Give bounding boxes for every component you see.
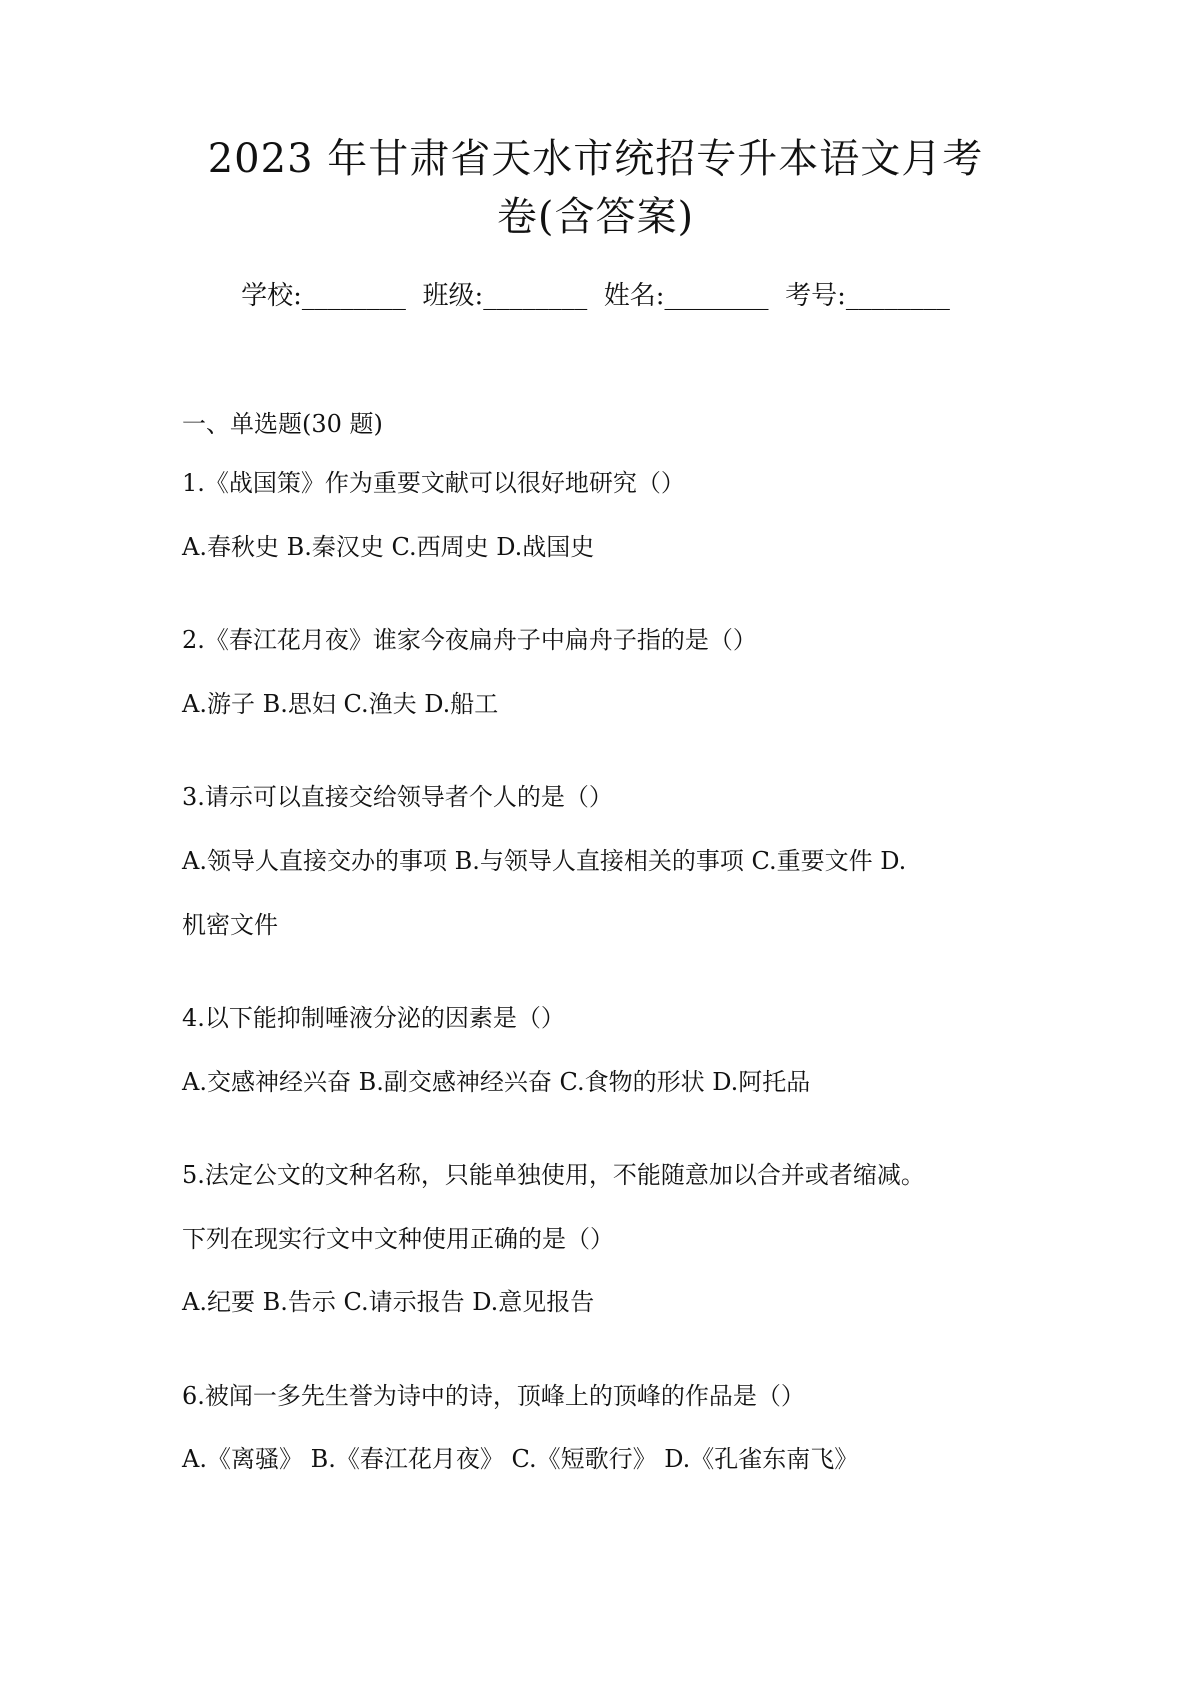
school-field: 学校:________: [241, 281, 406, 311]
question-2-stem: 2.《春江花月夜》谁家今夜扁舟子中扁舟子指的是（）: [182, 626, 757, 654]
question-3-stem: 3.请示可以直接交给领导者个人的是（）: [182, 783, 613, 811]
exam-number-field: 考号:________: [785, 281, 950, 311]
question-4-options: A.交感神经兴奋 B.副交感神经兴奋 C.食物的形状 D.阿托品: [182, 1068, 811, 1096]
question-5-options: A.纪要 B.告示 C.请示报告 D.意见报告: [182, 1288, 595, 1316]
question-6-stem: 6.被闻一多先生誉为诗中的诗，顶峰上的顶峰的作品是（）: [182, 1382, 805, 1410]
class-field: 班级:________: [422, 281, 588, 311]
question-2-options: A.游子 B.思妇 C.渔夫 D.船工: [182, 690, 499, 718]
student-info-line: [0, 278, 1191, 314]
question-1-stem: 1.《战国策》作为重要文献可以很好地研究（）: [182, 469, 685, 497]
title-line-1: 2023 年甘肃省天水市统招专升本语文月考: [207, 136, 984, 182]
question-3-options-cont: 机密文件: [182, 911, 278, 939]
title-line-2: 卷(含答案): [496, 194, 695, 240]
document-title: [0, 130, 1191, 246]
question-5-stem: 5.法定公文的文种名称，只能单独使用，不能随意加以合并或者缩减。: [182, 1161, 925, 1189]
section-heading: 一、单选题(30 题): [182, 410, 383, 438]
name-field: 姓名:________: [603, 281, 769, 311]
question-3-options: A.领导人直接交办的事项 B.与领导人直接相关的事项 C.重要文件 D.: [182, 847, 907, 875]
question-5-stem-cont: 下列在现实行文中文种使用正确的是（）: [182, 1225, 614, 1253]
question-6-options: A.《离骚》 B.《春江花月夜》 C.《短歌行》 D.《孔雀东南飞》: [182, 1445, 859, 1473]
question-1-options: A.春秋史 B.秦汉史 C.西周史 D.战国史: [182, 533, 595, 561]
question-4-stem: 4.以下能抑制唾液分泌的因素是（）: [182, 1004, 565, 1032]
